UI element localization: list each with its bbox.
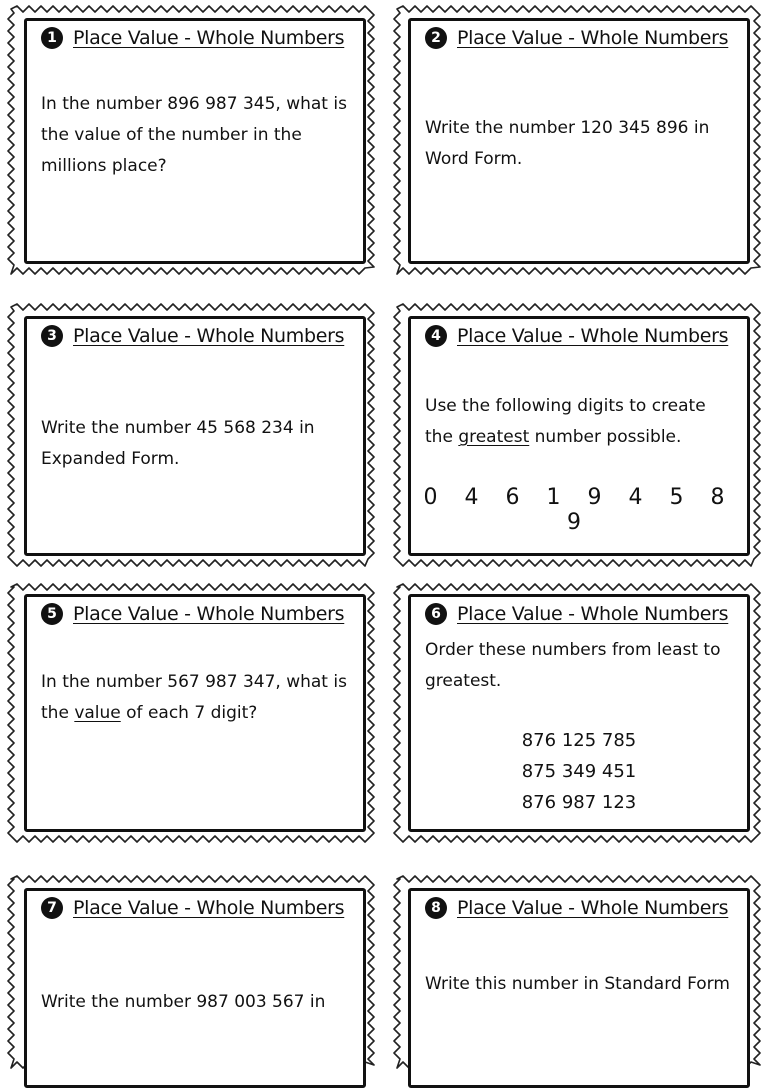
card-question: Write the number 987 003 567 in [41,992,326,1012]
task-card-6 [390,580,764,846]
card-inner [24,594,366,832]
card-header [425,27,728,49]
card-header [425,325,728,347]
card-header [41,603,344,625]
card-header [41,27,344,49]
card-question: Write the number 120 345 896 in Word Form. [425,118,710,169]
card-title: Place Value - Whole Numbers [73,27,345,49]
card-number-badge: 5 [41,603,63,625]
task-card-4 [390,300,764,570]
task-card-8 [390,872,764,1072]
card-header [41,897,344,919]
card-inner [24,18,366,264]
card-inner [408,18,750,264]
card-number-badge: 2 [425,27,447,49]
card-title: Place Value - Whole Numbers [457,603,729,625]
card-title: Place Value - Whole Numbers [73,325,345,347]
card-question [425,391,727,453]
card-question: Write the number 45 568 234 in Expanded Form. [41,418,315,469]
number-list [411,725,747,818]
card-title: Place Value - Whole Numbers [457,897,729,919]
card-title: Place Value - Whole Numbers [73,897,345,919]
card-title: Place Value - Whole Numbers [457,325,729,347]
list-item: 876 125 785 [521,730,637,751]
task-card-7 [4,872,378,1072]
card-inner [24,316,366,556]
card-number-badge: 6 [425,603,447,625]
card-number-badge: 4 [425,325,447,347]
emphasis-word: greatest [458,427,530,447]
card-inner [408,316,750,556]
card-title: Place Value - Whole Numbers [73,603,345,625]
card-title: Place Value - Whole Numbers [457,27,729,49]
question-text: of each 7 digit? [120,703,258,723]
emphasis-word: value [74,703,121,723]
digit-list: 0 4 6 1 9 4 5 8 9 [423,485,735,535]
task-card-1 [4,2,378,278]
question-text: In the number 567 987 347, what is the [41,672,347,723]
card-question: Order these numbers from least to greatest. [425,640,721,691]
card-question [41,667,353,729]
list-item: 876 987 123 [521,792,637,813]
card-inner [408,594,750,832]
list-item: 875 349 451 [521,761,637,782]
card-number-badge: 8 [425,897,447,919]
card-number-badge: 1 [41,27,63,49]
task-card-2 [390,2,764,278]
card-header [425,603,728,625]
card-inner [24,888,366,1088]
card-question: In the number 896 987 345, what is the value of the number in the millions place? [41,94,347,176]
task-card-5 [4,580,378,846]
card-number-badge: 7 [41,897,63,919]
card-inner [408,888,750,1088]
card-header [41,325,344,347]
question-text: number possible. [529,427,682,447]
card-header [425,897,728,919]
card-number-badge: 3 [41,325,63,347]
task-card-3 [4,300,378,570]
question-text: Use the following digits to create the [425,396,706,447]
card-question: Write this number in Standard Form [425,974,730,994]
